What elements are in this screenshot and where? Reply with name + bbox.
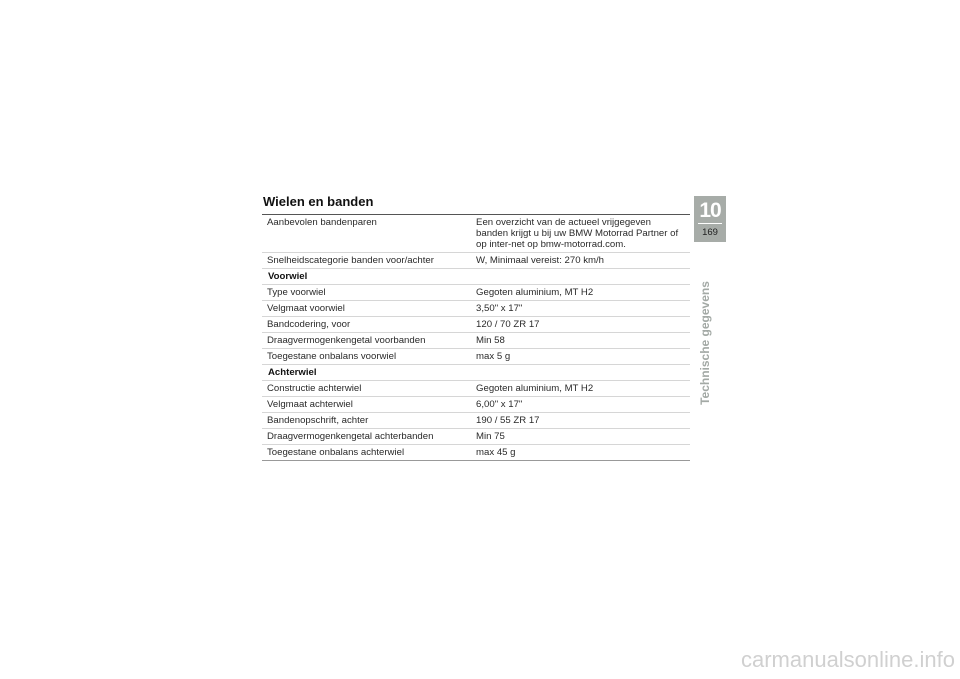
spec-label: Draagvermogenkengetal achterbanden <box>262 429 471 445</box>
chapter-title: Technische gegevens <box>698 281 712 405</box>
table-row <box>262 413 690 429</box>
page-number: 169 <box>702 227 718 238</box>
spec-value: 190 / 55 ZR 17 <box>471 413 690 429</box>
table-row <box>262 215 690 253</box>
spec-label: Aanbevolen bandenparen <box>262 215 471 253</box>
spec-value: W, Minimaal vereist: 270 km/h <box>471 253 690 269</box>
spec-value: Gegoten aluminium, MT H2 <box>471 381 690 397</box>
subheading-rear-wheel: Achterwiel <box>262 365 690 381</box>
chapter-number: 10 <box>699 199 721 222</box>
chapter-tab-divider <box>698 223 722 224</box>
table-subheading-row <box>262 269 690 285</box>
specifications-table <box>262 214 690 461</box>
spec-label: Type voorwiel <box>262 285 471 301</box>
spec-value: Min 58 <box>471 333 690 349</box>
table-row <box>262 253 690 269</box>
spec-label: Snelheidscategorie banden voor/achter <box>262 253 471 269</box>
spec-value: 6,00" x 17" <box>471 397 690 413</box>
table-row <box>262 333 690 349</box>
table-row <box>262 397 690 413</box>
section-title: Wielen en banden <box>263 194 374 209</box>
table-row <box>262 429 690 445</box>
spec-value: max 5 g <box>471 349 690 365</box>
spec-label: Toegestane onbalans voorwiel <box>262 349 471 365</box>
table-subheading-row <box>262 365 690 381</box>
spec-label: Constructie achterwiel <box>262 381 471 397</box>
spec-value: Min 75 <box>471 429 690 445</box>
spec-value: 3,50" x 17" <box>471 301 690 317</box>
table-row <box>262 381 690 397</box>
spec-label: Toegestane onbalans achterwiel <box>262 445 471 461</box>
spec-label: Draagvermogenkengetal voorbanden <box>262 333 471 349</box>
spec-label: Velgmaat voorwiel <box>262 301 471 317</box>
table-row <box>262 301 690 317</box>
spec-value: 120 / 70 ZR 17 <box>471 317 690 333</box>
table-row <box>262 285 690 301</box>
table-row <box>262 445 690 461</box>
spec-value: Gegoten aluminium, MT H2 <box>471 285 690 301</box>
spec-label: Velgmaat achterwiel <box>262 397 471 413</box>
spec-value: Een overzicht van de actueel vrijgegeven banden krijgt u bij uw BMW Motorrad Partner of op inter-net op bmw-motorrad.com. <box>471 215 690 253</box>
spec-label: Bandenopschrift, achter <box>262 413 471 429</box>
watermark: carmanualsonline.info <box>740 647 955 672</box>
table-row <box>262 349 690 365</box>
spec-label: Bandcodering, voor <box>262 317 471 333</box>
subheading-front-wheel: Voorwiel <box>262 269 690 285</box>
table-row <box>262 317 690 333</box>
spec-value: max 45 g <box>471 445 690 461</box>
